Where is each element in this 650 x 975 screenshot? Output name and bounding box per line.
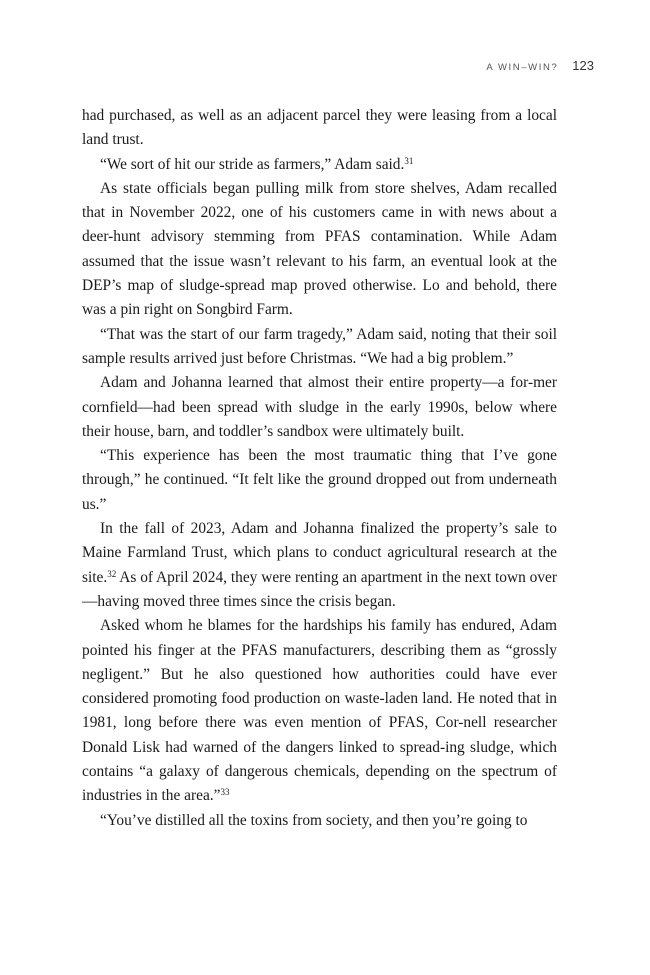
page-number: 123	[572, 58, 594, 73]
paragraph-3	[82, 177, 557, 323]
paragraph-4	[82, 323, 557, 372]
paragraph-text: As state officials began pulling milk from store shelves, Adam recalled that in November 2022, one of his customers came in with news about a deer-hunt advisory stemming from PFAS contamination. While Adam assumed that the issue wasn’t relevant to his farm, an eventual look at the DEP’s map of sludge-spread map proved otherwise. Lo and behold, there was a pin right on Songbird Farm.	[82, 179, 557, 319]
paragraph-text: “You’ve distilled all the toxins from society, and then you’re going to	[100, 811, 528, 829]
paragraph-text: had purchased, as well as an adjacent parcel they were leasing from a local land trust.	[82, 107, 557, 149]
running-head	[486, 58, 594, 78]
paragraph-2	[82, 153, 557, 177]
paragraph-8	[82, 614, 557, 808]
paragraph-6	[82, 444, 557, 517]
paragraph-text: In the fall of 2023, Adam and Johanna finalized the property’s sale to Maine Farmland Trust, which plans to conduct agricultural research at the site.	[82, 520, 557, 586]
paragraph-7	[82, 517, 557, 614]
paragraph-text: “That was the start of our farm tragedy,” Adam said, noting that their soil sample results arrived just before Christmas. “We had a big problem.”	[82, 325, 557, 367]
paragraph-text-continued: As of April 2024, they were renting an apartment in the next town over—having moved three times since the crisis began.	[82, 568, 557, 610]
paragraph-1	[82, 104, 557, 153]
body-text	[82, 104, 557, 833]
paragraph-text: Adam and Johanna learned that almost their entire property—a for-mer cornfield—had been spread with sludge in the early 1990s, below where their house, barn, and toddler’s sandbox were ultimately built.	[82, 374, 557, 440]
paragraph-text: “This experience has been the most traumatic thing that I’ve gone through,” he continued. “It felt like the ground dropped out from underneath us.”	[82, 447, 557, 513]
footnote-ref-32: 32	[107, 568, 117, 579]
running-title: A WIN–WIN?	[486, 62, 559, 73]
paragraph-text: Asked whom he blames for the hardships his family has endured, Adam pointed his finger at the PFAS manufacturers, describing them as “grossly negligent.” But he also questioned how authorities could have ever considered promoting food production on waste-laden land. He noted that in 1981, long before there was even mention of PFAS, Cor-nell researcher Donald Lisk had warned of the dangers linked to spread-ing sludge, which contains “a galaxy of dangerous chemicals, depending on the spectrum of industries in the area.”	[82, 617, 557, 805]
footnote-ref-31: 31	[404, 155, 414, 166]
paragraph-9	[82, 809, 557, 833]
footnote-ref-33: 33	[220, 787, 230, 798]
paragraph-text: “We sort of hit our stride as farmers,” Adam said.	[100, 155, 405, 173]
paragraph-5	[82, 371, 557, 444]
